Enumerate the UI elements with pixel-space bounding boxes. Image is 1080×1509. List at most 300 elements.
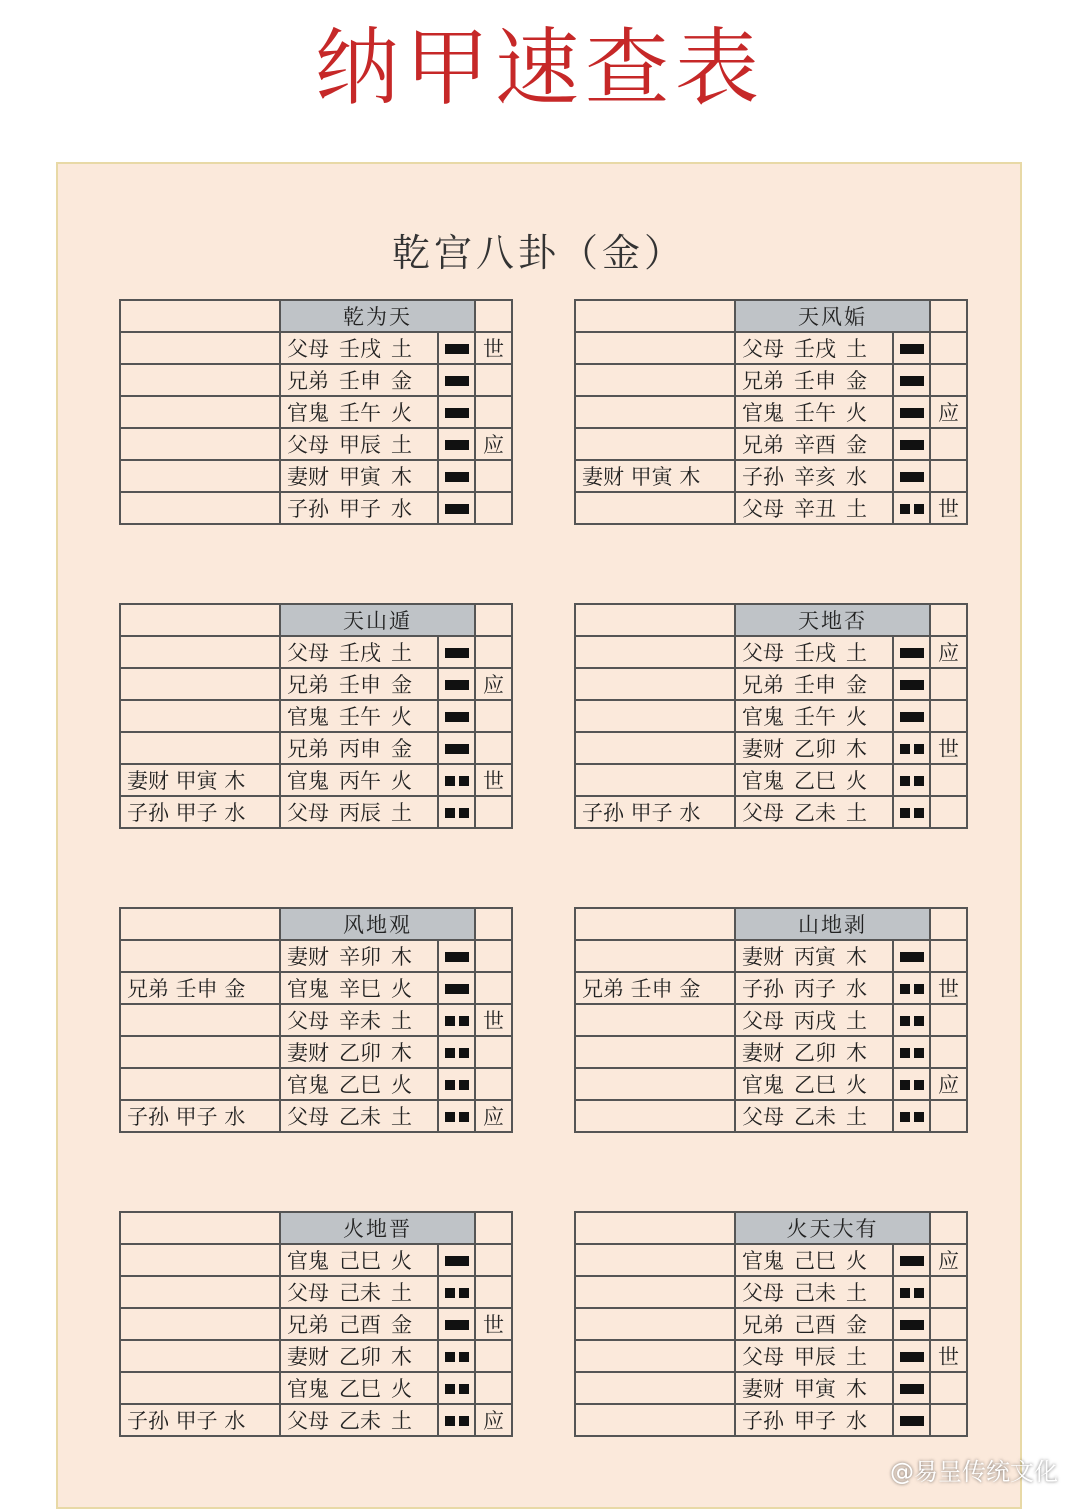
gua-header-row (120, 1212, 512, 1244)
yao-row (120, 1340, 512, 1372)
liuqin-ganzhi-cell (280, 1404, 438, 1436)
yang-line-icon (445, 440, 469, 450)
fushen-cell (120, 668, 280, 700)
liuqin-text: 兄弟 (742, 369, 784, 393)
liuqin-ganzhi-cell (735, 668, 893, 700)
yang-line-icon (445, 344, 469, 354)
yao-row (575, 1036, 967, 1068)
fushen-cell (120, 332, 280, 364)
yang-line-icon (900, 952, 924, 962)
fushen-cell (575, 732, 735, 764)
yao-row (575, 1244, 967, 1276)
shi-ying-mark (930, 700, 967, 732)
fushen-cell (575, 332, 735, 364)
gua-header-row (120, 604, 512, 636)
yao-row (120, 764, 512, 796)
liuqin-ganzhi-cell (280, 364, 438, 396)
fushen-cell (120, 940, 280, 972)
liuqin-text: 官鬼 (742, 769, 784, 793)
ganzhi-text: 乙未 (794, 1105, 836, 1129)
liuqin-ganzhi-cell (280, 460, 438, 492)
liuqin-text: 父母 (287, 1409, 329, 1433)
gua-header-row (575, 1212, 967, 1244)
liuqin-text: 妻财 (287, 1041, 329, 1065)
yao-row (575, 332, 967, 364)
liuqin-text: 官鬼 (742, 1073, 784, 1097)
shi-ying-mark (930, 1404, 967, 1436)
shi-ying-mark (930, 940, 967, 972)
shi-ying-mark (475, 940, 512, 972)
liuqin-text: 兄弟 (742, 433, 784, 457)
mark-header-cell (930, 1212, 967, 1244)
yang-line-icon (445, 408, 469, 418)
yao-line-cell (438, 1404, 475, 1436)
content-panel (56, 162, 1022, 1509)
watermark: @易呈传统文化 (890, 1458, 1058, 1486)
liuqin-text: 父母 (287, 1281, 329, 1305)
gua-name: 天山遁 (280, 604, 475, 636)
liuqin-ganzhi-cell (735, 396, 893, 428)
fushen-cell: 子孙 甲子 水 (120, 1404, 280, 1436)
ganzhi-text: 乙卯 (339, 1041, 381, 1065)
shi-ying-mark: 应 (930, 396, 967, 428)
yao-row (575, 1276, 967, 1308)
yao-row (120, 1068, 512, 1100)
wuxing-text: 金 (846, 673, 867, 697)
yao-line-cell (893, 1004, 930, 1036)
liuqin-ganzhi-cell (735, 1308, 893, 1340)
wuxing-text: 火 (846, 769, 867, 793)
liuqin-text: 兄弟 (742, 1313, 784, 1337)
ganzhi-text: 己巳 (339, 1249, 381, 1273)
yao-row (120, 1404, 512, 1436)
wuxing-text: 土 (846, 1345, 867, 1369)
fushen-cell (575, 1404, 735, 1436)
wuxing-text: 金 (846, 369, 867, 393)
liuqin-text: 子孙 (742, 1409, 784, 1433)
yao-line-cell (438, 332, 475, 364)
yin-line-icon (900, 1288, 924, 1298)
fushen-cell (120, 460, 280, 492)
yao-row (575, 1100, 967, 1132)
liuqin-ganzhi-cell (735, 1372, 893, 1404)
shi-ying-mark: 世 (930, 972, 967, 1004)
fushen-cell (120, 1004, 280, 1036)
wuxing-text: 火 (391, 769, 412, 793)
liuqin-ganzhi-cell (735, 1100, 893, 1132)
yao-row (575, 364, 967, 396)
wuxing-text: 火 (391, 977, 412, 1001)
yin-line-icon (445, 776, 469, 786)
gua-table (574, 603, 968, 829)
fushen-cell: 子孙 甲子 水 (120, 1100, 280, 1132)
yao-row (120, 1004, 512, 1036)
gua-table (574, 907, 968, 1133)
gua-name: 乾为天 (280, 300, 475, 332)
yin-line-icon (900, 1112, 924, 1122)
yao-line-cell (893, 1372, 930, 1404)
liuqin-text: 父母 (742, 337, 784, 361)
liuqin-ganzhi-cell (280, 1004, 438, 1036)
gua-header-row (575, 300, 967, 332)
fushen-cell (575, 668, 735, 700)
liuqin-text: 父母 (742, 1345, 784, 1369)
ganzhi-text: 壬戌 (339, 337, 381, 361)
yao-line-cell (893, 1340, 930, 1372)
liuqin-ganzhi-cell (280, 764, 438, 796)
fushen-cell: 兄弟 壬申 金 (120, 972, 280, 1004)
yao-row (575, 972, 967, 1004)
yao-line-cell (893, 972, 930, 1004)
gua-table (119, 603, 513, 829)
yao-row (120, 732, 512, 764)
fushen-cell (120, 428, 280, 460)
wuxing-text: 土 (391, 433, 412, 457)
yao-line-cell (438, 668, 475, 700)
ganzhi-text: 壬申 (339, 369, 381, 393)
ganzhi-text: 辛巳 (339, 977, 381, 1001)
liuqin-text: 妻财 (287, 945, 329, 969)
yao-line-cell (893, 636, 930, 668)
yao-line-cell (893, 1068, 930, 1100)
wuxing-text: 木 (391, 1041, 412, 1065)
wuxing-text: 木 (846, 1041, 867, 1065)
yang-line-icon (445, 712, 469, 722)
shi-ying-mark (475, 732, 512, 764)
yao-line-cell (438, 1340, 475, 1372)
fushen-cell (575, 1244, 735, 1276)
yin-line-icon (900, 984, 924, 994)
ganzhi-text: 乙巳 (794, 1073, 836, 1097)
liuqin-ganzhi-cell (280, 428, 438, 460)
gua-table (574, 299, 968, 525)
yao-line-cell (438, 364, 475, 396)
yao-row (120, 1100, 512, 1132)
fushen-cell (575, 1340, 735, 1372)
wuxing-text: 金 (846, 433, 867, 457)
ganzhi-text: 辛酉 (794, 433, 836, 457)
yang-line-icon (900, 408, 924, 418)
yang-line-icon (900, 648, 924, 658)
ganzhi-text: 壬申 (794, 673, 836, 697)
yao-line-cell (438, 1244, 475, 1276)
fushen-cell (575, 1308, 735, 1340)
yao-line-cell (893, 668, 930, 700)
mark-header-cell (475, 1212, 512, 1244)
liuqin-ganzhi-cell (280, 332, 438, 364)
fushen-header-cell (120, 604, 280, 636)
yao-row (120, 1308, 512, 1340)
liuqin-text: 父母 (742, 801, 784, 825)
ganzhi-text: 丙辰 (339, 801, 381, 825)
shi-ying-mark (475, 636, 512, 668)
liuqin-ganzhi-cell (735, 636, 893, 668)
yao-line-cell (438, 396, 475, 428)
yao-row (120, 396, 512, 428)
yao-row (575, 1004, 967, 1036)
yao-row (120, 1244, 512, 1276)
liuqin-text: 兄弟 (287, 369, 329, 393)
fushen-cell (120, 1244, 280, 1276)
yin-line-icon (445, 1288, 469, 1298)
fushen-cell (120, 1340, 280, 1372)
yao-row (575, 700, 967, 732)
yao-line-cell (438, 636, 475, 668)
shi-ying-mark: 世 (475, 764, 512, 796)
yao-line-cell (438, 700, 475, 732)
fushen-cell (120, 396, 280, 428)
yao-row (575, 732, 967, 764)
ganzhi-text: 甲辰 (794, 1345, 836, 1369)
yang-line-icon (445, 984, 469, 994)
shi-ying-mark: 世 (475, 332, 512, 364)
ganzhi-text: 乙卯 (339, 1345, 381, 1369)
yao-row (120, 460, 512, 492)
wuxing-text: 火 (391, 401, 412, 425)
ganzhi-text: 丙午 (339, 769, 381, 793)
wuxing-text: 土 (391, 337, 412, 361)
liuqin-text: 兄弟 (287, 737, 329, 761)
yao-row (120, 428, 512, 460)
yang-line-icon (900, 1384, 924, 1394)
yao-line-cell (893, 332, 930, 364)
wuxing-text: 土 (391, 1009, 412, 1033)
fushen-cell (575, 636, 735, 668)
shi-ying-mark (475, 460, 512, 492)
wuxing-text: 金 (391, 1313, 412, 1337)
yin-line-icon (900, 808, 924, 818)
wuxing-text: 土 (391, 1409, 412, 1433)
ganzhi-text: 辛丑 (794, 497, 836, 521)
liuqin-ganzhi-cell (280, 1244, 438, 1276)
yao-line-cell (893, 396, 930, 428)
liuqin-ganzhi-cell (735, 972, 893, 1004)
wuxing-text: 火 (846, 705, 867, 729)
shi-ying-mark (930, 1276, 967, 1308)
liuqin-text: 官鬼 (287, 1377, 329, 1401)
liuqin-text: 父母 (742, 1009, 784, 1033)
yang-line-icon (445, 504, 469, 514)
wuxing-text: 土 (391, 1281, 412, 1305)
yin-line-icon (445, 1080, 469, 1090)
liuqin-text: 兄弟 (287, 1313, 329, 1337)
ganzhi-text: 己酉 (339, 1313, 381, 1337)
wuxing-text: 金 (391, 737, 412, 761)
liuqin-text: 父母 (287, 337, 329, 361)
ganzhi-text: 乙巳 (794, 769, 836, 793)
yao-line-cell (893, 1308, 930, 1340)
shi-ying-mark (475, 1372, 512, 1404)
liuqin-ganzhi-cell (735, 428, 893, 460)
gua-name: 天风姤 (735, 300, 930, 332)
yang-line-icon (445, 744, 469, 754)
yao-row (120, 492, 512, 524)
liuqin-ganzhi-cell (280, 1372, 438, 1404)
ganzhi-text: 己未 (339, 1281, 381, 1305)
yao-row (575, 796, 967, 828)
liuqin-ganzhi-cell (280, 1276, 438, 1308)
wuxing-text: 土 (846, 497, 867, 521)
wuxing-text: 木 (391, 1345, 412, 1369)
ganzhi-text: 壬戌 (794, 337, 836, 361)
yang-line-icon (900, 1416, 924, 1426)
yao-row (575, 1404, 967, 1436)
liuqin-ganzhi-cell (280, 1308, 438, 1340)
liuqin-text: 官鬼 (287, 1249, 329, 1273)
fushen-cell (575, 1372, 735, 1404)
ganzhi-text: 乙卯 (794, 737, 836, 761)
ganzhi-text: 甲子 (339, 497, 381, 521)
fushen-cell (120, 364, 280, 396)
fushen-header-cell (575, 604, 735, 636)
yao-line-cell (438, 1036, 475, 1068)
ganzhi-text: 乙未 (339, 1409, 381, 1433)
yao-line-cell (893, 460, 930, 492)
wuxing-text: 水 (846, 465, 867, 489)
yao-row (575, 492, 967, 524)
liuqin-text: 父母 (287, 1105, 329, 1129)
wuxing-text: 火 (846, 401, 867, 425)
ganzhi-text: 甲子 (794, 1409, 836, 1433)
yin-line-icon (445, 1048, 469, 1058)
ganzhi-text: 丙申 (339, 737, 381, 761)
liuqin-ganzhi-cell (280, 668, 438, 700)
liuqin-text: 官鬼 (742, 401, 784, 425)
fushen-header-cell (575, 300, 735, 332)
yao-row (120, 1276, 512, 1308)
wuxing-text: 土 (391, 1105, 412, 1129)
ganzhi-text: 丙寅 (794, 945, 836, 969)
yang-line-icon (445, 680, 469, 690)
yao-line-cell (438, 460, 475, 492)
yao-row (120, 332, 512, 364)
yao-line-cell (893, 1100, 930, 1132)
liuqin-ganzhi-cell (735, 492, 893, 524)
liuqin-text: 子孙 (742, 465, 784, 489)
ganzhi-text: 乙巳 (339, 1073, 381, 1097)
shi-ying-mark: 应 (475, 1404, 512, 1436)
gua-header-row (575, 604, 967, 636)
wuxing-text: 木 (846, 945, 867, 969)
liuqin-text: 父母 (287, 641, 329, 665)
yang-line-icon (900, 376, 924, 386)
shi-ying-mark: 应 (930, 1244, 967, 1276)
liuqin-ganzhi-cell (280, 732, 438, 764)
wuxing-text: 木 (391, 945, 412, 969)
yao-row (120, 668, 512, 700)
liuqin-text: 父母 (287, 1009, 329, 1033)
wuxing-text: 火 (846, 1073, 867, 1097)
liuqin-ganzhi-cell (280, 1340, 438, 1372)
yang-line-icon (445, 1256, 469, 1266)
yao-line-cell (893, 700, 930, 732)
fushen-header-cell (120, 300, 280, 332)
mark-header-cell (475, 908, 512, 940)
yao-line-cell (438, 1276, 475, 1308)
wuxing-text: 木 (846, 737, 867, 761)
mark-header-cell (930, 908, 967, 940)
wuxing-text: 火 (846, 1249, 867, 1273)
ganzhi-text: 壬戌 (339, 641, 381, 665)
yao-line-cell (438, 1004, 475, 1036)
fushen-header-cell (575, 1212, 735, 1244)
yao-row (575, 396, 967, 428)
liuqin-ganzhi-cell (280, 796, 438, 828)
yin-line-icon (900, 744, 924, 754)
yao-row (575, 636, 967, 668)
gua-header-row (575, 908, 967, 940)
yao-row (575, 940, 967, 972)
wuxing-text: 土 (391, 801, 412, 825)
fushen-header-cell (120, 1212, 280, 1244)
shi-ying-mark (475, 1244, 512, 1276)
wuxing-text: 土 (846, 1281, 867, 1305)
ganzhi-text: 乙卯 (794, 1041, 836, 1065)
ganzhi-text: 己酉 (794, 1313, 836, 1337)
liuqin-text: 父母 (287, 433, 329, 457)
yang-line-icon (900, 1256, 924, 1266)
yin-line-icon (900, 1080, 924, 1090)
liuqin-ganzhi-cell (280, 396, 438, 428)
yin-line-icon (900, 1016, 924, 1026)
ganzhi-text: 甲寅 (794, 1377, 836, 1401)
gua-table (574, 1211, 968, 1437)
liuqin-ganzhi-cell (280, 1068, 438, 1100)
liuqin-ganzhi-cell (735, 700, 893, 732)
yao-line-cell (893, 732, 930, 764)
shi-ying-mark (475, 796, 512, 828)
ganzhi-text: 己巳 (794, 1249, 836, 1273)
fushen-cell (575, 1100, 735, 1132)
shi-ying-mark: 应 (930, 1068, 967, 1100)
fushen-cell (575, 700, 735, 732)
liuqin-text: 官鬼 (287, 769, 329, 793)
mark-header-cell (475, 300, 512, 332)
fushen-cell: 兄弟 壬申 金 (575, 972, 735, 1004)
liuqin-ganzhi-cell (280, 700, 438, 732)
shi-ying-mark: 世 (930, 492, 967, 524)
yao-line-cell (438, 796, 475, 828)
ganzhi-text: 乙未 (794, 801, 836, 825)
yin-line-icon (900, 504, 924, 514)
mark-header-cell (930, 300, 967, 332)
fushen-header-cell (120, 908, 280, 940)
fushen-cell (575, 1068, 735, 1100)
ganzhi-text: 乙未 (339, 1105, 381, 1129)
liuqin-text: 兄弟 (287, 673, 329, 697)
yao-line-cell (438, 1100, 475, 1132)
fushen-cell (120, 1276, 280, 1308)
liuqin-ganzhi-cell (735, 796, 893, 828)
fushen-cell (575, 940, 735, 972)
shi-ying-mark: 世 (930, 1340, 967, 1372)
liuqin-text: 官鬼 (287, 401, 329, 425)
yao-line-cell (438, 1308, 475, 1340)
yang-line-icon (900, 712, 924, 722)
yang-line-icon (900, 440, 924, 450)
fushen-cell: 妻财 甲寅 木 (575, 460, 735, 492)
gua-name: 天地否 (735, 604, 930, 636)
fushen-cell (120, 1036, 280, 1068)
yang-line-icon (900, 1320, 924, 1330)
ganzhi-text: 辛卯 (339, 945, 381, 969)
fushen-header-cell (575, 908, 735, 940)
gua-table (119, 907, 513, 1133)
liuqin-ganzhi-cell (735, 1244, 893, 1276)
wuxing-text: 火 (391, 1249, 412, 1273)
fushen-cell (575, 764, 735, 796)
yao-line-cell (438, 428, 475, 460)
